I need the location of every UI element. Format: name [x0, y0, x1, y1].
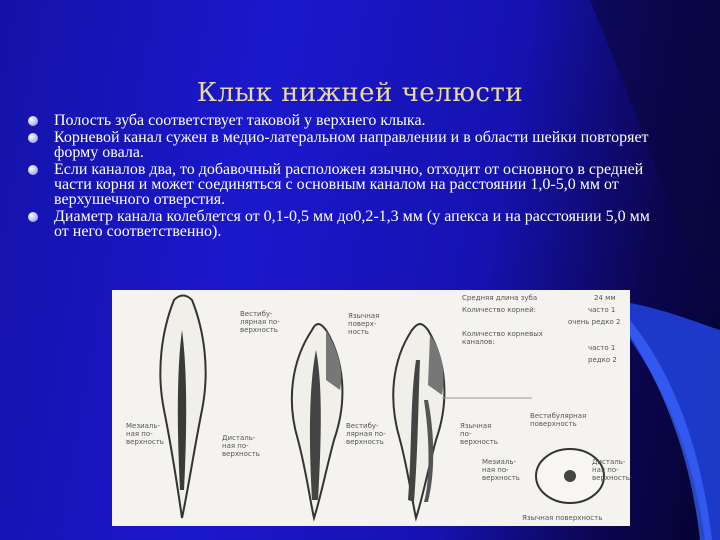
- label-root-length: Средняя длина зуба: [462, 294, 538, 302]
- label-vestibular-section: Вестибулярная поверхность: [530, 412, 587, 428]
- bullet-item: Полость зуба соответствует таковой у верхнего клыка.: [28, 113, 668, 128]
- label-mesial-section: Мезиаль- ная по- верхность: [482, 458, 520, 482]
- label-mesial-left: Мезиаль- ная по- верхность: [126, 422, 164, 446]
- bullet-icon: [28, 116, 38, 126]
- label-stat-often1: часто 1: [588, 306, 616, 314]
- label-canal-count: Количество корневых каналов:: [462, 330, 543, 346]
- label-vestibular-mid: Вестибу- лярная по- верхность: [346, 422, 386, 446]
- slide-title: Клык нижней челюсти: [196, 78, 524, 108]
- label-stat-24: 24 мм: [594, 294, 616, 302]
- bullet-icon: [28, 133, 38, 143]
- label-lingual-mid: Язычная по- верхность: [460, 422, 498, 446]
- bullet-item: Если каналов два, то добавочный расположен язычно, отходит от основного в средней части корня и может соединяться с основным каналом на расстоянии 1,0-5,0 мм от верхушечного отверстия.: [28, 162, 668, 207]
- bullet-item: Диаметр канала колеблется от 0,1-0,5 мм до0,2-1,3 мм (у апекса и на расстоянии 5,0 мм от него соответственно).: [28, 209, 668, 239]
- bullet-list: [28, 113, 668, 241]
- label-root-count: Количество корней:: [462, 306, 537, 314]
- label-vestibular-top: Вестибу- лярная по- верхность: [240, 310, 280, 334]
- label-stat-often1b: часто 1: [588, 344, 616, 352]
- label-stat-rare2: очень редко 2: [568, 318, 621, 326]
- tooth-illustration: [112, 290, 630, 526]
- label-lingual-top: Язычная поверх- ность: [348, 312, 380, 336]
- bullet-item: Корневой канал сужен в медио-латеральном направлении и в области шейки повторяет форму овала.: [28, 130, 668, 160]
- bullet-icon: [28, 212, 38, 222]
- label-distal-left: Дисталь- ная по- верхность: [222, 434, 260, 458]
- label-lingual-bottom: Язычная поверхность: [522, 514, 603, 522]
- label-distal-section: Дисталь- ная по- верхность: [592, 458, 630, 482]
- label-stat-rare2b: редко 2: [588, 356, 617, 364]
- bullet-icon: [28, 165, 38, 175]
